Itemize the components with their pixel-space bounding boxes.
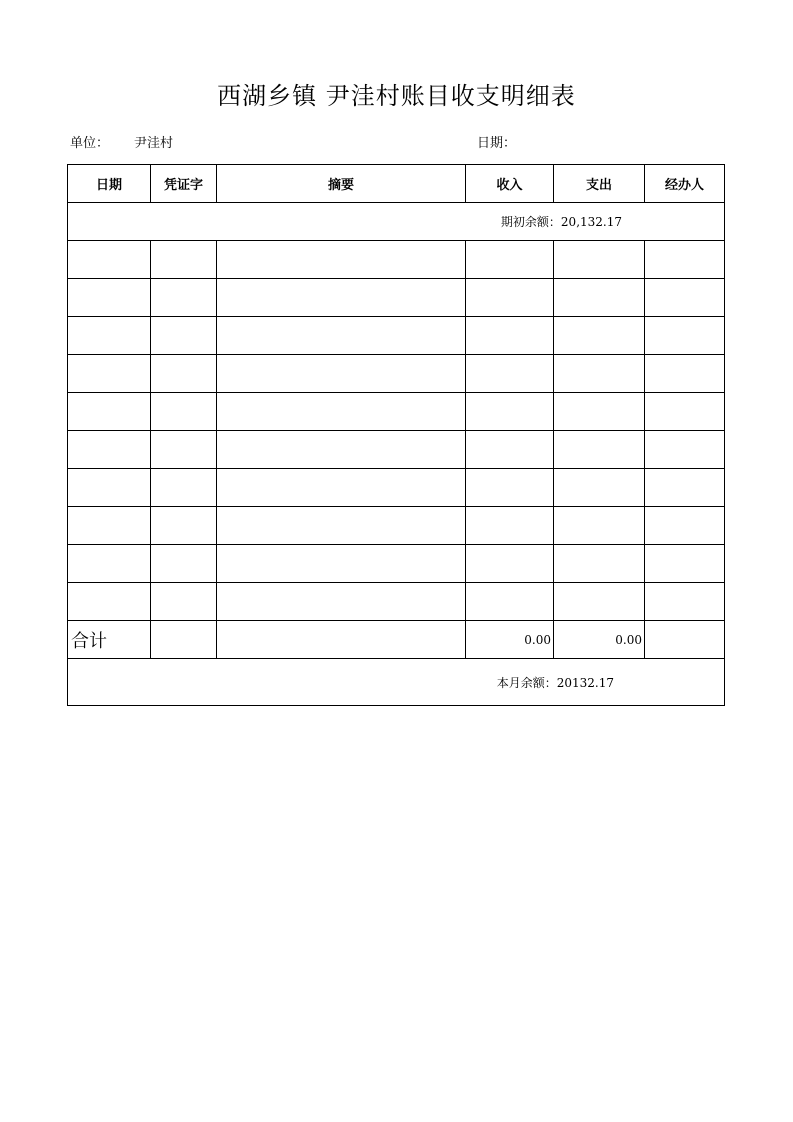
cell-expense (554, 317, 645, 355)
cell-income (466, 431, 554, 469)
cell-voucher (151, 583, 217, 621)
date-label: 日期： (477, 136, 517, 151)
total-label: 合计 (68, 621, 151, 659)
table-row (68, 583, 725, 621)
cell-voucher (151, 469, 217, 507)
cell-summary (217, 507, 466, 545)
total-handler-cell (645, 621, 725, 659)
column-header-summary: 摘要 (217, 165, 466, 203)
ending-balance-cell (68, 659, 725, 706)
cell-expense (554, 241, 645, 279)
cell-voucher (151, 355, 217, 393)
cell-voucher (151, 507, 217, 545)
column-header-voucher: 凭证字 (151, 165, 217, 203)
cell-expense (554, 545, 645, 583)
cell-summary (217, 355, 466, 393)
total-row (68, 621, 725, 659)
cell-handler (645, 355, 725, 393)
cell-summary (217, 393, 466, 431)
cell-summary (217, 279, 466, 317)
cell-date (68, 241, 151, 279)
cell-voucher (151, 393, 217, 431)
cell-voucher (151, 241, 217, 279)
cell-voucher (151, 545, 217, 583)
cell-income (466, 279, 554, 317)
cell-date (68, 507, 151, 545)
cell-handler (645, 317, 725, 355)
cell-handler (645, 583, 725, 621)
cell-expense (554, 393, 645, 431)
cell-handler (645, 241, 725, 279)
cell-expense (554, 507, 645, 545)
opening-balance-label: 期初余额： (500, 215, 561, 229)
table-row (68, 469, 725, 507)
cell-date (68, 545, 151, 583)
page-title: 西湖乡镇 尹洼村账目收支明细表 (217, 82, 576, 110)
cell-date (68, 469, 151, 507)
column-header-expense: 支出 (554, 165, 645, 203)
table-row (68, 317, 725, 355)
total-income: 0.00 (466, 621, 554, 659)
unit-label: 单位： (70, 136, 110, 151)
cell-income (466, 355, 554, 393)
cell-income (466, 393, 554, 431)
cell-summary (217, 317, 466, 355)
ledger-table (67, 164, 725, 706)
cell-handler (645, 393, 725, 431)
total-voucher-cell (151, 621, 217, 659)
header-row (68, 165, 725, 203)
unit-value: 尹洼村 (134, 136, 174, 151)
table-row (68, 279, 725, 317)
cell-handler (645, 279, 725, 317)
cell-income (466, 469, 554, 507)
ending-balance-value: 20132.17 (556, 675, 614, 690)
table-row (68, 545, 725, 583)
cell-expense (554, 355, 645, 393)
cell-summary (217, 431, 466, 469)
table-row (68, 393, 725, 431)
cell-date (68, 355, 151, 393)
cell-handler (645, 469, 725, 507)
cell-voucher (151, 279, 217, 317)
ending-balance-label: 本月余额： (496, 675, 557, 690)
cell-summary (217, 583, 466, 621)
column-header-handler: 经办人 (645, 165, 725, 203)
cell-handler (645, 507, 725, 545)
ending-balance-row (68, 659, 725, 706)
cell-income (466, 545, 554, 583)
opening-balance-value: 20,132.17 (560, 215, 622, 229)
table-row (68, 355, 725, 393)
cell-date (68, 431, 151, 469)
cell-handler (645, 545, 725, 583)
cell-expense (554, 469, 645, 507)
total-expense: 0.00 (554, 621, 645, 659)
opening-balance-cell (68, 203, 725, 241)
cell-voucher (151, 431, 217, 469)
total-summary-cell (217, 621, 466, 659)
cell-income (466, 241, 554, 279)
cell-income (466, 507, 554, 545)
cell-voucher (151, 317, 217, 355)
cell-income (466, 583, 554, 621)
cell-summary (217, 241, 466, 279)
cell-expense (554, 583, 645, 621)
cell-expense (554, 279, 645, 317)
column-header-date: 日期 (68, 165, 151, 203)
cell-date (68, 317, 151, 355)
cell-date (68, 393, 151, 431)
table-row (68, 241, 725, 279)
cell-expense (554, 431, 645, 469)
cell-handler (645, 431, 725, 469)
opening-balance-row (68, 203, 725, 241)
cell-income (466, 317, 554, 355)
cell-summary (217, 469, 466, 507)
cell-date (68, 583, 151, 621)
cell-date (68, 279, 151, 317)
table-row (68, 431, 725, 469)
column-header-income: 收入 (466, 165, 554, 203)
table-row (68, 507, 725, 545)
cell-summary (217, 545, 466, 583)
